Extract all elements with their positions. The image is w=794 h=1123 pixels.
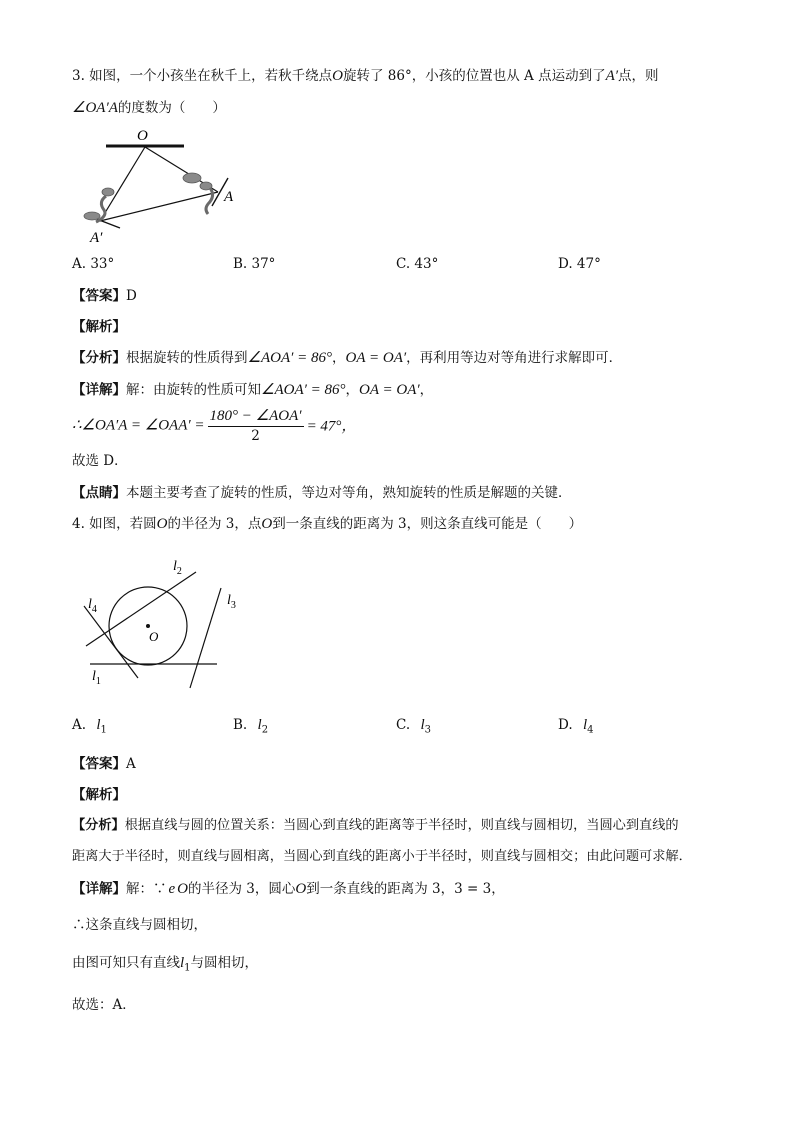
xiangjie-point-o: O	[295, 881, 307, 897]
q3-stem-point-aprime: A′	[605, 68, 619, 84]
q3-stem-line2	[72, 99, 226, 117]
q3-stem-text: 点，则	[618, 68, 659, 84]
fenxi-sep: ，	[332, 350, 346, 366]
line-l2	[86, 572, 196, 646]
analysis-tag: 【解析】	[72, 787, 126, 803]
xiangjie-point-o: O	[177, 881, 189, 897]
option-prefix: D.	[558, 717, 573, 733]
q4-option-d	[558, 717, 593, 736]
option-sub: 2	[261, 724, 269, 736]
q4-line3	[72, 954, 258, 978]
q3-option-d: D. 47°	[558, 256, 601, 272]
q3-stem-angle: ∠OA′A	[72, 100, 118, 116]
option-prefix: C.	[396, 717, 411, 733]
xiangjie-text: 解：由旋转的性质可知	[126, 382, 261, 398]
label-l2: $l_2$	[173, 559, 182, 577]
q3-stem-text: 3. 如图，一个小孩坐在秋千上，若秋千绕点	[72, 68, 333, 84]
q3-option-a: A. 33°	[72, 256, 115, 272]
label-l4: $l_4$	[88, 597, 97, 615]
option-sub: 3	[424, 724, 431, 736]
analysis-tag: 【解析】	[72, 319, 126, 335]
line3-text: 与圆相切，	[190, 955, 259, 971]
q3-fenxi	[72, 349, 622, 367]
q4-option-c	[396, 717, 431, 736]
q4-option-a	[72, 717, 107, 736]
line3-sub: 1	[184, 962, 191, 974]
q4-circle-figure	[72, 550, 252, 690]
q3-conclusion: 故选 D．	[72, 453, 128, 469]
circle-symbol: e	[168, 881, 176, 897]
xiangjie-tag: 【详解】	[72, 881, 126, 897]
q4-stem-point-o: O	[156, 516, 168, 532]
q4-stem-text: 到一条直线的距离为 3，则这条直线可能是（ ）	[272, 516, 583, 532]
q4-answer	[72, 755, 136, 773]
fenxi-equation: ∠AOA′ = 86°	[247, 350, 333, 366]
rope-oaprime	[100, 147, 145, 221]
label-a: A	[224, 189, 234, 205]
q3-option-c: C. 43°	[396, 256, 439, 272]
fenxi-text: 根据直线与圆的位置关系：当圆心到直线的距离等于半径时，则直线与圆相切，当圆心到直线的	[124, 818, 679, 833]
option-sub: 4	[587, 724, 594, 736]
label-l1: $l_1$	[92, 669, 101, 687]
fenxi-text: 根据旋转的性质得到	[126, 350, 248, 366]
q4-fenxi-line1	[72, 817, 679, 835]
xiangjie-sep: ，	[345, 382, 360, 398]
q4-fenxi-line2: 距离大于半径时，则直线与圆相离，当圆心到直线的距离小于半径时，则直线与圆相交；由此问题可求解．	[72, 849, 692, 864]
fenxi-tag: 【分析】	[72, 818, 125, 833]
q4-option-b	[233, 717, 268, 736]
fenxi-text: ，再利用等边对等角进行求解即可．	[406, 350, 623, 366]
xiangjie-tag: 【详解】	[72, 382, 126, 398]
label-l3: $l_3$	[227, 593, 236, 611]
option-var: l	[96, 717, 101, 733]
formula-right: = 47°，	[306, 418, 357, 435]
q3-xiangjie	[72, 381, 433, 399]
xiangjie-text: 解：∵	[126, 881, 167, 897]
q3-formula	[72, 406, 356, 444]
q4-stem-point-o: O	[261, 516, 273, 532]
q3-swing-figure	[72, 124, 252, 248]
xiangjie-sep: ，	[419, 382, 434, 398]
formula-denominator: 2	[251, 428, 260, 444]
dianjing-text: 本题主要考查了旋转的性质，等边对等角，熟知旋转的性质是解题的关键．	[126, 485, 572, 501]
fenxi-tag: 【分析】	[72, 350, 126, 366]
q4-conclusion: 故选：A．	[72, 997, 136, 1013]
q3-stem-line1	[72, 67, 659, 85]
q4-stem-text: 4. 如图，若圆	[72, 516, 157, 532]
q3-dianjing	[72, 484, 572, 502]
center-point	[146, 624, 150, 628]
q3-stem-text: 的度数为（ ）	[117, 100, 226, 116]
answer-value: A	[126, 756, 136, 772]
q3-stem-text: 旋转了 86°，小孩的位置也从 A 点运动到了	[343, 68, 606, 84]
xiangjie-equation: OA = OA′	[359, 382, 420, 398]
q4-line2: ∴这条直线与圆相切，	[72, 917, 207, 933]
label-center-o: O	[149, 629, 159, 644]
option-var: l	[420, 717, 425, 733]
answer-tag: 【答案】	[72, 288, 126, 304]
formula-left: ∴∠OA′A = ∠OAA′ =	[72, 417, 205, 434]
option-var: l	[582, 717, 588, 733]
q3-option-b: B. 37°	[233, 256, 276, 272]
answer-tag: 【答案】	[72, 756, 126, 772]
xiangjie-text: 到一条直线的距离为 3，3 = 3，	[306, 881, 505, 897]
chord-aaprime	[100, 192, 218, 221]
line3-var: l	[180, 955, 185, 971]
option-var: l	[257, 717, 262, 733]
fenxi-equation: OA = OA′	[345, 350, 407, 366]
child-figure-a	[183, 173, 213, 214]
label-aprime: A′	[90, 230, 103, 246]
option-prefix: B.	[233, 717, 248, 733]
line3-text: 由图可知只有直线	[72, 955, 180, 971]
answer-value: D	[126, 288, 137, 304]
q3-answer	[72, 287, 137, 305]
xiangjie-text: 的半径为 3，圆心	[188, 881, 296, 897]
label-o: O	[137, 128, 148, 144]
q3-stem-point-o: O	[332, 68, 344, 84]
formula-numerator: 180° − ∠AOA′	[208, 406, 304, 427]
q4-analysis-tag	[72, 786, 126, 804]
dianjing-tag: 【点睛】	[72, 485, 126, 501]
q4-stem	[72, 515, 582, 533]
q4-xiangjie	[72, 880, 505, 898]
option-prefix: A.	[72, 717, 87, 733]
line-l3	[190, 588, 221, 688]
q3-analysis-tag	[72, 318, 126, 336]
option-sub: 1	[100, 724, 107, 736]
q4-stem-text: 的半径为 3，点	[167, 516, 262, 532]
xiangjie-equation: ∠AOA′ = 86°	[261, 382, 346, 398]
formula-fraction	[208, 406, 304, 444]
